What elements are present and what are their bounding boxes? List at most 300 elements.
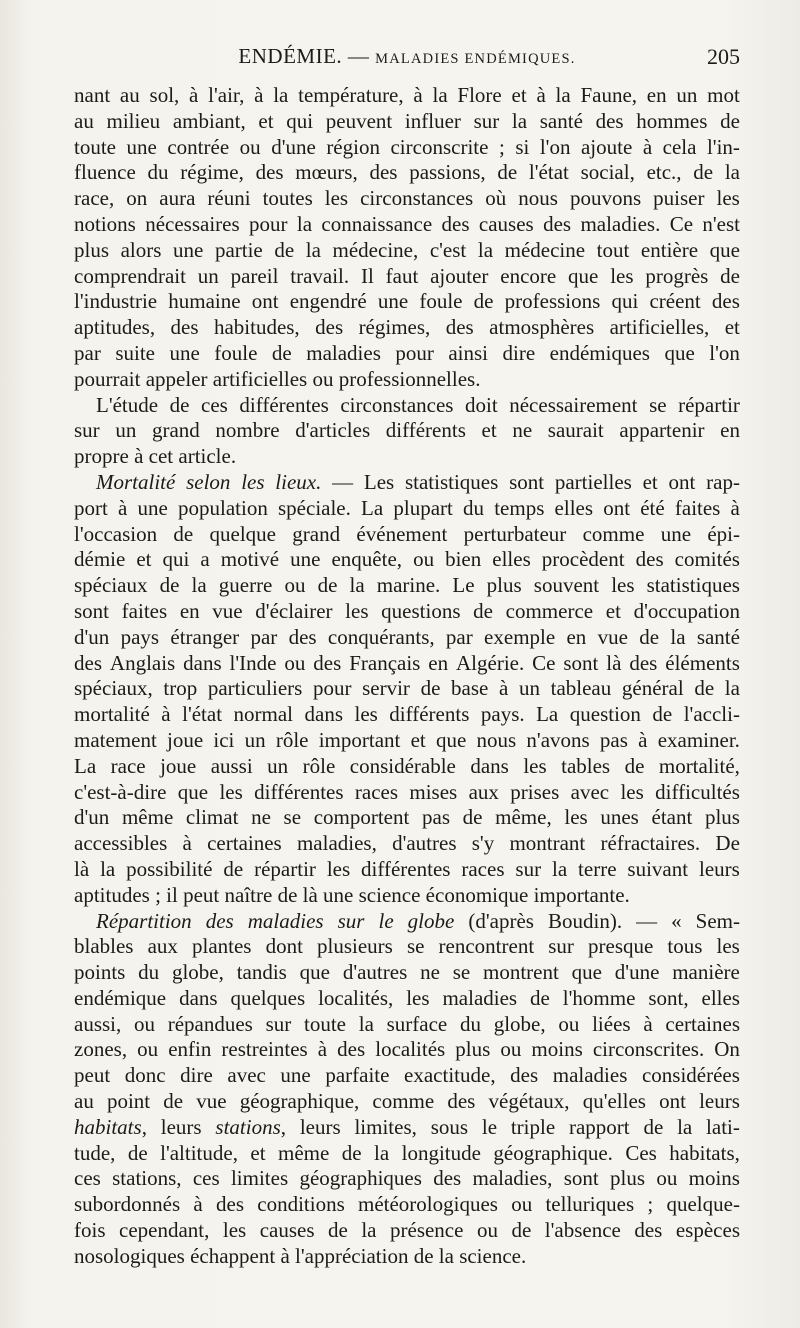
word: l'homme — [562, 985, 636, 1010]
word: pour — [395, 340, 434, 365]
word: races — [461, 856, 505, 881]
word: nant — [74, 83, 111, 107]
word: procèdent — [541, 547, 625, 572]
word: et — [642, 469, 658, 494]
word: surface — [386, 1011, 448, 1036]
word: ou — [511, 1192, 533, 1217]
word: tous — [667, 934, 703, 959]
word: restreintes — [221, 1037, 308, 1062]
word: de — [328, 1218, 348, 1243]
word: maladies — [552, 1063, 628, 1088]
text-line — [74, 599, 740, 625]
word: servir — [362, 676, 410, 701]
word: de — [694, 676, 715, 701]
text-line — [74, 960, 740, 986]
word: de — [223, 856, 244, 881]
word: ajouter — [430, 263, 489, 288]
text-line — [74, 289, 740, 315]
word: social, — [580, 160, 635, 185]
text-line — [74, 831, 740, 857]
word: des — [337, 1037, 366, 1062]
word: statistiques — [646, 573, 740, 598]
word: De — [715, 831, 740, 856]
word: un — [676, 83, 698, 107]
word: foule — [214, 340, 258, 365]
word: causes — [259, 1218, 315, 1243]
word: normal — [233, 702, 294, 727]
word: dont — [265, 934, 303, 959]
running-title-sub: MALADIES ENDÉMIQUES. — [375, 51, 576, 67]
body-text — [74, 83, 740, 1270]
word: il — [166, 882, 178, 907]
word: globe, — [171, 960, 224, 985]
word: Sem- — [695, 908, 740, 933]
word: le — [378, 908, 394, 933]
word: dans — [183, 650, 222, 675]
word: qui — [162, 547, 190, 572]
word: Français — [349, 650, 421, 675]
word: mortalité, — [658, 753, 740, 778]
word: d'articles — [295, 418, 371, 443]
word: ; — [647, 1192, 654, 1217]
word: elles — [492, 547, 531, 572]
text-line — [74, 1115, 740, 1141]
word: race, — [74, 186, 115, 211]
text-line — [74, 1244, 740, 1270]
word: questions — [381, 598, 461, 623]
word: à — [193, 1192, 203, 1217]
word: végétaux, — [488, 1089, 570, 1114]
word: éléments — [665, 650, 740, 675]
word: limites — [230, 1166, 289, 1191]
word: des — [441, 211, 470, 236]
word: La — [74, 753, 97, 778]
word: La — [536, 702, 559, 727]
word: habitats, — [74, 1114, 147, 1139]
word: un — [518, 676, 540, 701]
word: dire — [502, 340, 536, 365]
word: aux — [468, 779, 499, 804]
word: statistiques — [404, 469, 499, 494]
word: toute — [304, 1011, 346, 1036]
word: considérées — [641, 1063, 740, 1088]
word: c'est-à-dire — [74, 779, 167, 804]
word: elles — [554, 495, 594, 520]
word: aussi — [210, 753, 253, 778]
word: des — [288, 624, 317, 649]
word: ont — [603, 495, 631, 520]
word: se — [649, 392, 667, 417]
word: pareil — [230, 263, 279, 288]
word: des — [74, 650, 102, 675]
word: créent — [649, 289, 701, 314]
word: terre — [578, 856, 617, 881]
word: répartir — [254, 856, 316, 881]
word: espèces — [675, 1218, 740, 1243]
word: maladies. — [580, 211, 661, 236]
word: progrès — [645, 263, 709, 288]
word: ambiant, — [172, 108, 246, 133]
text-line — [74, 1166, 740, 1192]
word: enfin — [168, 1037, 212, 1062]
word: rap- — [706, 469, 740, 494]
word: différents — [385, 418, 466, 443]
word: comme — [582, 521, 645, 546]
word: et — [258, 108, 274, 133]
word: des — [634, 1218, 663, 1243]
word: comités — [674, 547, 740, 572]
word: différentes — [361, 856, 451, 881]
word: un — [267, 753, 289, 778]
word: sur — [548, 934, 574, 959]
word: guerre — [218, 573, 273, 598]
word: bien — [445, 547, 482, 572]
word: un — [115, 418, 137, 443]
word: grand — [292, 521, 341, 546]
word: plus — [704, 805, 740, 830]
word: c'est — [429, 237, 467, 262]
word: faut — [385, 263, 419, 288]
word: l'altitude, — [160, 1140, 238, 1165]
text-line — [74, 315, 740, 341]
word: maladies — [442, 985, 518, 1010]
word: — — [332, 469, 354, 494]
word: des — [543, 211, 572, 236]
word: en — [720, 418, 740, 443]
word: lieux. — [275, 469, 322, 494]
word: de — [420, 676, 441, 701]
word: des — [629, 650, 658, 675]
word: aura — [159, 186, 196, 211]
word: avec — [227, 1063, 266, 1088]
word: subordonnés — [74, 1192, 181, 1217]
word: ; — [155, 882, 161, 907]
word: vue — [196, 1089, 227, 1114]
word: ou — [284, 573, 306, 598]
text-line — [74, 728, 740, 754]
word: dans — [470, 753, 509, 778]
text-line — [74, 1089, 740, 1115]
word: événement — [356, 521, 448, 546]
word: l'on — [709, 340, 740, 365]
word: blables — [74, 934, 134, 959]
word: conquérants, — [327, 624, 435, 649]
running-title-main: ENDÉMIE. — — [238, 44, 376, 68]
word: spéciaux — [74, 573, 148, 598]
page-number: 205 — [707, 44, 740, 69]
word: l'on — [539, 134, 571, 159]
word: à — [254, 83, 264, 107]
word: base — [451, 676, 489, 701]
word: la — [555, 83, 571, 107]
word: sont, — [648, 985, 689, 1010]
word: professionnelles. — [338, 366, 481, 391]
text-line — [74, 547, 740, 573]
word: Les — [363, 469, 395, 494]
word: des — [255, 160, 284, 185]
word: des — [433, 1166, 462, 1191]
text-line — [74, 238, 740, 264]
word: prises — [510, 779, 560, 804]
word: santé — [696, 624, 740, 649]
word: dire — [180, 1063, 213, 1088]
word: port — [74, 495, 108, 520]
word: plus — [74, 237, 110, 262]
word: les — [354, 702, 378, 727]
word: spéciaux, — [74, 676, 153, 701]
word: puiser — [653, 186, 705, 211]
word: telluriques — [545, 1192, 635, 1217]
word: des — [635, 547, 664, 572]
word: une — [377, 289, 409, 314]
word: — — [636, 908, 658, 933]
word: circonstances — [360, 186, 474, 211]
word: Ce — [669, 211, 694, 236]
word: maladies — [306, 340, 381, 365]
word: nosologiques — [74, 1243, 185, 1268]
word: stations, — [215, 1114, 286, 1139]
word: à — [134, 444, 144, 469]
word: pouvons — [569, 186, 642, 211]
word: des — [205, 908, 234, 933]
text-line — [74, 934, 740, 960]
word: région — [326, 134, 380, 159]
word: ne — [420, 960, 440, 985]
word: géographique. — [493, 1140, 613, 1165]
word: milieu — [106, 108, 161, 133]
word: examiner. — [657, 727, 740, 752]
word: souvent — [533, 573, 600, 598]
word: la — [100, 856, 116, 881]
word: mœurs, — [295, 160, 358, 185]
word: de — [720, 263, 740, 288]
word: entière — [640, 237, 699, 262]
word: du — [459, 1011, 481, 1036]
word: montrent — [483, 960, 559, 985]
word: ou — [476, 1218, 498, 1243]
word: rôle — [302, 753, 336, 778]
word: enquête, — [331, 547, 403, 572]
word: même — [121, 805, 174, 830]
word: de — [277, 882, 298, 907]
word: à — [161, 702, 171, 727]
word: de — [473, 598, 493, 623]
text-line — [74, 444, 740, 470]
word: de — [271, 340, 292, 365]
word: ne — [251, 805, 271, 830]
word: météorologiques — [358, 1192, 498, 1217]
word: rencontrent — [438, 934, 535, 959]
word: une — [660, 521, 692, 546]
word: à — [189, 83, 199, 107]
word: l'in- — [706, 134, 740, 159]
text-line — [74, 702, 740, 728]
word: maladies — [247, 908, 324, 933]
word: toute — [74, 134, 116, 159]
word: pays — [120, 624, 160, 649]
word: « — [671, 908, 682, 933]
word: des — [216, 1192, 244, 1217]
word: science. — [459, 1243, 527, 1268]
word: de — [341, 1140, 362, 1165]
word: quelque- — [666, 1192, 740, 1217]
text-line — [74, 83, 740, 109]
word: à — [317, 1037, 328, 1062]
text-line — [74, 470, 740, 496]
word: régime, — [180, 160, 244, 185]
word: les — [716, 934, 740, 959]
word: ont — [668, 469, 696, 494]
word: Faune, — [580, 83, 638, 107]
word: ou — [558, 1011, 580, 1036]
word: appeler — [145, 366, 208, 391]
word: doit — [465, 392, 498, 417]
word: d'un — [74, 805, 110, 830]
word: La — [361, 495, 384, 520]
word: temps — [494, 495, 545, 520]
text-line — [74, 625, 740, 651]
word: sur — [515, 856, 542, 881]
word: sur — [74, 418, 100, 443]
word: population — [178, 495, 268, 520]
word: ou — [284, 650, 306, 675]
word: se — [283, 805, 302, 830]
word: comprendrait — [74, 263, 186, 288]
word: professions — [504, 289, 601, 314]
word: suite — [115, 340, 155, 365]
word: suivant — [627, 856, 689, 881]
word: les — [406, 985, 430, 1010]
word: moins — [531, 1037, 583, 1062]
word: une — [137, 495, 168, 520]
word: des — [315, 315, 344, 340]
word: une — [126, 134, 157, 159]
word: difficultés — [655, 779, 740, 804]
word: circonscrite — [390, 134, 489, 159]
word: l'industrie — [74, 289, 158, 314]
word: grand — [151, 418, 200, 443]
word: race — [110, 753, 146, 778]
word: température, — [298, 83, 404, 107]
word: faites — [674, 495, 721, 520]
word: des — [711, 289, 740, 314]
text-line — [74, 805, 740, 831]
word: la — [374, 1140, 390, 1165]
word: l'occasion — [74, 521, 158, 546]
word: les — [716, 186, 740, 211]
word: des — [313, 650, 342, 675]
word: atmosphères — [489, 315, 595, 340]
text-line — [74, 418, 740, 444]
text-line — [74, 212, 740, 238]
word: par — [445, 624, 473, 649]
word: que — [435, 727, 467, 752]
word: la — [358, 1011, 374, 1036]
word: Mortalité — [96, 469, 176, 494]
word: un — [244, 727, 266, 752]
word: tables — [561, 753, 611, 778]
word: échappent — [190, 1243, 276, 1268]
word: les — [241, 469, 265, 494]
word: certaines — [665, 1011, 740, 1036]
word: endémiques — [549, 340, 650, 365]
word: que — [568, 263, 599, 288]
word: ou — [656, 1166, 678, 1191]
word: stations, — [112, 1166, 182, 1191]
word: à — [638, 727, 648, 752]
text-line — [74, 676, 740, 702]
word: Boudin). — [547, 908, 623, 933]
word: etc., — [646, 160, 682, 185]
word: là — [74, 856, 90, 881]
word: l'état — [182, 702, 223, 727]
word: parfaite — [325, 1063, 390, 1088]
word: à — [118, 495, 128, 520]
word: de — [497, 160, 518, 185]
word: où — [485, 186, 507, 211]
word: à — [280, 1243, 290, 1268]
word: la — [361, 1218, 377, 1243]
word: présence — [390, 1218, 464, 1243]
word: globe, — [493, 1011, 546, 1036]
word: de — [473, 289, 494, 314]
word: dans — [179, 985, 218, 1010]
word: que — [177, 779, 209, 804]
word: appartenir — [619, 418, 705, 443]
word: à — [730, 495, 740, 520]
word: leurs — [699, 856, 740, 881]
word: l'Inde — [229, 650, 277, 675]
word: ou — [312, 366, 334, 391]
word: médecine — [504, 237, 586, 262]
word: engendré — [289, 289, 367, 314]
word: la — [511, 108, 528, 133]
word: se — [406, 934, 425, 959]
word: l'accli- — [683, 702, 740, 727]
word: ont — [251, 289, 279, 314]
word: là — [302, 882, 318, 907]
word: donc — [124, 1063, 166, 1088]
word: lati- — [706, 1114, 740, 1139]
word: et — [605, 598, 621, 623]
word: encore — [500, 263, 557, 288]
text-line — [74, 909, 740, 935]
word: une — [173, 237, 204, 262]
word: possibilité — [126, 856, 213, 881]
word: aptitudes — [74, 882, 150, 907]
word: mortalité — [74, 702, 150, 727]
word: de — [624, 753, 645, 778]
word: liées — [592, 1011, 631, 1036]
word: comme — [372, 1089, 435, 1114]
text-line — [74, 986, 740, 1012]
word: Le — [452, 573, 475, 598]
word: quelques — [230, 985, 306, 1010]
word: ne — [512, 418, 533, 443]
word: de — [127, 1140, 148, 1165]
word: médecine, — [332, 237, 419, 262]
text-line — [74, 1012, 740, 1038]
word: fluence — [74, 160, 136, 185]
word: connaissance — [321, 211, 433, 236]
word: localités — [375, 1037, 446, 1062]
word: ont — [659, 1089, 686, 1114]
word: les — [222, 1218, 247, 1243]
word: que — [299, 960, 330, 985]
word: plantes — [192, 934, 252, 959]
word: a — [200, 547, 210, 572]
text-line — [74, 883, 740, 909]
